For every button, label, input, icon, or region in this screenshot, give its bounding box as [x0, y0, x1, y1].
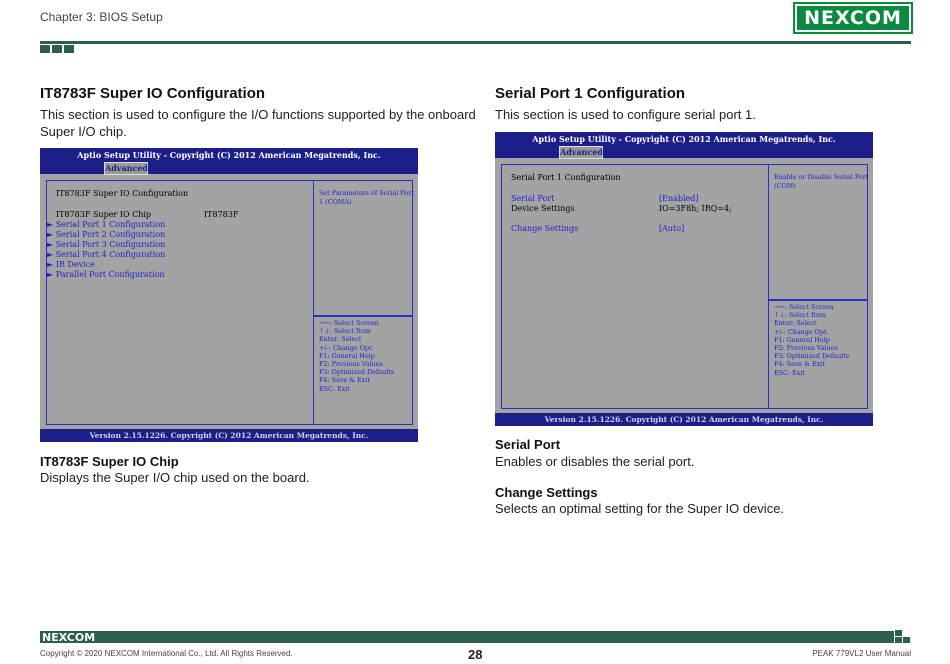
chip-label: IT8783F Super IO Chip	[56, 210, 152, 219]
serial-port-section-desc: Enables or disables the serial port.	[495, 454, 695, 469]
nexcom-logo	[793, 2, 913, 34]
header-rule	[40, 41, 911, 44]
menu-label: Serial Port 3 Configuration	[55, 240, 166, 249]
key-help: Enter: Select	[319, 335, 362, 344]
bios-menu-bar	[495, 145, 873, 158]
key-help: F3: Optimized Defaults	[319, 368, 395, 377]
menu-serial-port-2[interactable]: ► Serial Port 2 Configuration	[47, 230, 166, 239]
serial-port-section-title: Serial Port	[495, 437, 561, 452]
menu-parallel-port[interactable]: ► Parallel Port Configuration	[47, 270, 165, 279]
change-settings-value[interactable]: [Auto]	[659, 224, 685, 233]
change-settings-section-desc: Selects an optimal setting for the Super IO device.	[495, 501, 785, 516]
change-settings-section-title: Change Settings	[495, 485, 598, 500]
bios-version-bar: Version 2.15.1226. Copyright (C) 2012 American Megatrends, Inc.	[40, 429, 418, 442]
footer-corner-icon	[895, 630, 911, 644]
key-help: F1: General Help	[774, 335, 830, 344]
key-help: F3: Optimized Defaults	[774, 352, 850, 361]
key-help: F4: Save & Exit	[774, 360, 825, 369]
help-text-1: Enable or Disable Serial Port	[774, 173, 869, 181]
menu-label: Serial Port 4 Configuration	[55, 250, 166, 259]
menu-serial-port-3[interactable]: ► Serial Port 3 Configuration	[47, 240, 166, 249]
page-number: 28	[468, 647, 483, 662]
footer-bar	[40, 631, 894, 643]
bios-screen-serial-port-1	[495, 132, 873, 426]
change-settings-label[interactable]: Change Settings	[511, 224, 579, 233]
key-help: ESC: Exit	[319, 384, 350, 393]
footer-logo: NEXCOM	[42, 631, 96, 644]
menu-serial-port-4[interactable]: ► Serial Port 4 Configuration	[47, 250, 166, 259]
bios-menu-bar	[40, 161, 418, 174]
left-section-desc-2: Super I/O chip.	[40, 124, 127, 139]
tab-advanced[interactable]: Advanced	[105, 163, 149, 173]
tab-advanced[interactable]: Advanced	[560, 147, 604, 157]
bios-heading: Serial Port 1 Configuration	[511, 173, 621, 182]
chip-section-desc: Displays the Super I/O chip used on the board.	[40, 470, 310, 485]
key-help: ↑↓: Select Item	[319, 327, 371, 336]
menu-label: Parallel Port Configuration	[55, 270, 165, 279]
menu-ir-device[interactable]: ► IR Device	[47, 260, 95, 269]
key-help: Enter: Select	[774, 319, 817, 328]
help-text-2: (COM)	[774, 182, 796, 190]
key-help: ↑↓: Select Item	[774, 311, 826, 320]
key-help-list	[319, 319, 394, 393]
help-text-1: Set Parameters of Serial Port	[319, 189, 414, 197]
bios-heading: IT8783F Super IO Configuration	[56, 189, 189, 198]
key-help: F4: Save & Exit	[319, 376, 370, 385]
bios-version-bar: Version 2.15.1226. Copyright (C) 2012 American Megatrends, Inc.	[495, 413, 873, 426]
menu-label: Serial Port 2 Configuration	[55, 230, 166, 239]
key-help: F2: Previous Values	[774, 344, 838, 353]
chip-section-title: IT8783F Super IO Chip	[40, 454, 179, 469]
bios-title-bar: Aptio Setup Utility - Copyright (C) 2012 American Megatrends, Inc.	[40, 148, 418, 161]
chip-value: IT8783F	[204, 210, 239, 219]
device-settings-label: Device Settings	[511, 204, 575, 213]
menu-label: IR Device	[55, 260, 95, 269]
menu-serial-port-1[interactable]: ► Serial Port 1 Configuration	[47, 220, 166, 229]
key-help: ESC: Exit	[774, 368, 805, 377]
menu-label: Serial Port 1 Configuration	[55, 220, 166, 229]
key-help: +/-: Change Opt.	[319, 343, 374, 352]
right-section-title: Serial Port 1 Configuration	[495, 85, 686, 102]
key-help: →←: Select Screen	[774, 303, 834, 311]
footer-copyright: Copyright © 2020 NEXCOM International Co., Ltd. All Rights Reserved.	[40, 649, 293, 658]
left-section-desc-1: This section is used to configure the I/O functions supported by the onboard	[40, 107, 476, 122]
serial-port-value[interactable]: [Enabled]	[659, 194, 699, 203]
key-help-list	[774, 303, 849, 377]
key-help: F2: Previous Values	[319, 360, 383, 369]
chapter-title: Chapter 3: BIOS Setup	[40, 10, 163, 24]
logo-text: NEXCOM	[797, 6, 909, 30]
key-help: +/-: Change Opt.	[774, 327, 829, 336]
key-help: →←: Select Screen	[319, 319, 379, 327]
footer-manual-name: PEAK 779VL2 User Manual	[812, 649, 911, 658]
right-section-desc: This section is used to configure serial port 1.	[495, 107, 756, 122]
left-section-title: IT8783F Super IO Configuration	[40, 85, 266, 102]
help-text-2: 1 (COMA)	[319, 198, 352, 206]
serial-port-label[interactable]: Serial Port	[511, 194, 555, 203]
bios-screen-superio	[40, 148, 418, 442]
device-settings-value: IO=3F8h; IRQ=4;	[659, 204, 732, 213]
key-help: F1: General Help	[319, 351, 375, 360]
bios-title-bar: Aptio Setup Utility - Copyright (C) 2012 American Megatrends, Inc.	[495, 132, 873, 145]
